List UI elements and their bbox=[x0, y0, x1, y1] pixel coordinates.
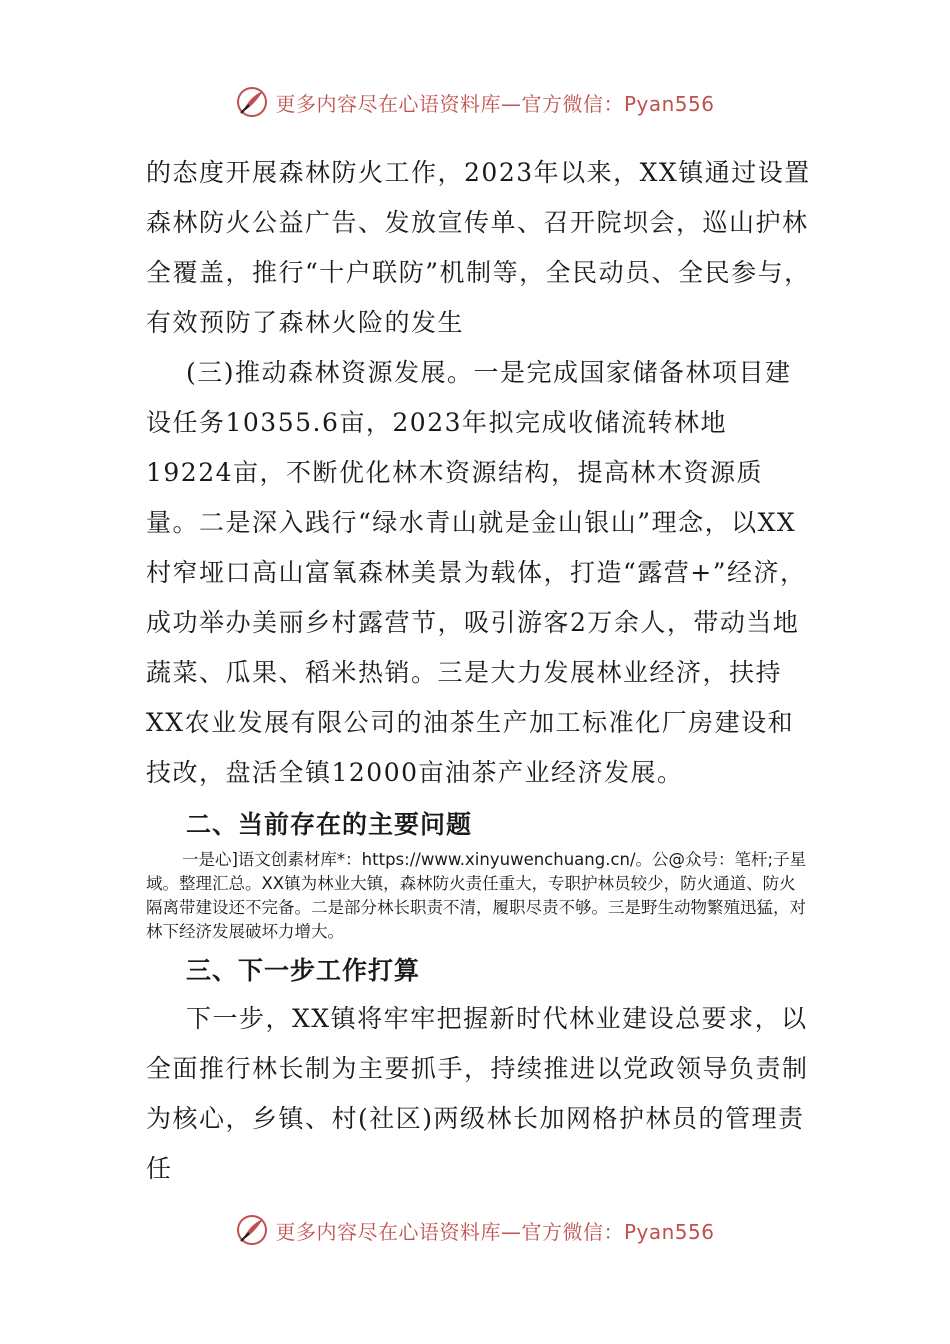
paragraph-fire-prevention: 的态度开展森林防火工作，2023年以来，XX镇通过设置森林防火公益广告、发放宣传单、召开院坝会，巡山护林全覆盖，推行“十户联防”机制等，全民动员、全民参与，有效预防了森林火险的发生 bbox=[146, 158, 811, 337]
quill-logo-icon bbox=[235, 85, 269, 119]
heading-next-steps: 三、下一步工作打算 bbox=[186, 956, 421, 985]
footer-banner bbox=[0, 1210, 950, 1250]
paragraph-forest-resources: (三)推动森林资源发展。一是完成国家储备林项目建设任务10355.6亩，2023年拟完成收储流转林地19224亩，不断优化林木资源结构，提高林木资源质量。二是深入践行“绿水青山就是金山银山”理念，以XX村窄垭口高山富氧森林美景为载体，打造“露营+”经济，成功举办美丽乡村露营节，吸引游客2万余人，带动当地蔬菜、瓜果、稻米热销。三是大力发展林业经济，扶持XX农业发展有限公司的油茶生产加工标准化厂房建设和技改，盘活全镇12000亩油茶产业经济发展。 bbox=[146, 358, 807, 787]
footer-banner-text: 更多内容尽在心语资料库—官方微信：Pyan556 bbox=[275, 1219, 715, 1244]
document-body bbox=[146, 148, 811, 1194]
header-banner bbox=[0, 82, 950, 122]
paragraph-next-steps: 下一步，XX镇将牢牢把握新时代林业建设总要求，以全面推行林长制为主要抓手，持续推进以党政领导负责制为核心，乡镇、村(社区)两级林长加网格护林员的管理责任 bbox=[146, 1004, 809, 1183]
header-banner-text: 更多内容尽在心语资料库—官方微信：Pyan556 bbox=[275, 91, 715, 116]
quill-logo-icon bbox=[235, 1213, 269, 1247]
heading-main-problems: 二、当前存在的主要问题 bbox=[186, 810, 473, 839]
paragraph-problems: 一是心]语文创素材库*：https://www.xinyuwenchuang.cn/。公@众号：笔杆;子星域。整理汇总。XX镇为林业大镇，森林防火责任重大，专职护林员较少，防火通道、防火隔离带建设还不完备。二是部分林长职责不清，履职尽责不够。三是野生动物繁殖迅猛，对林下经济发展破坏力增大。 bbox=[146, 850, 807, 941]
